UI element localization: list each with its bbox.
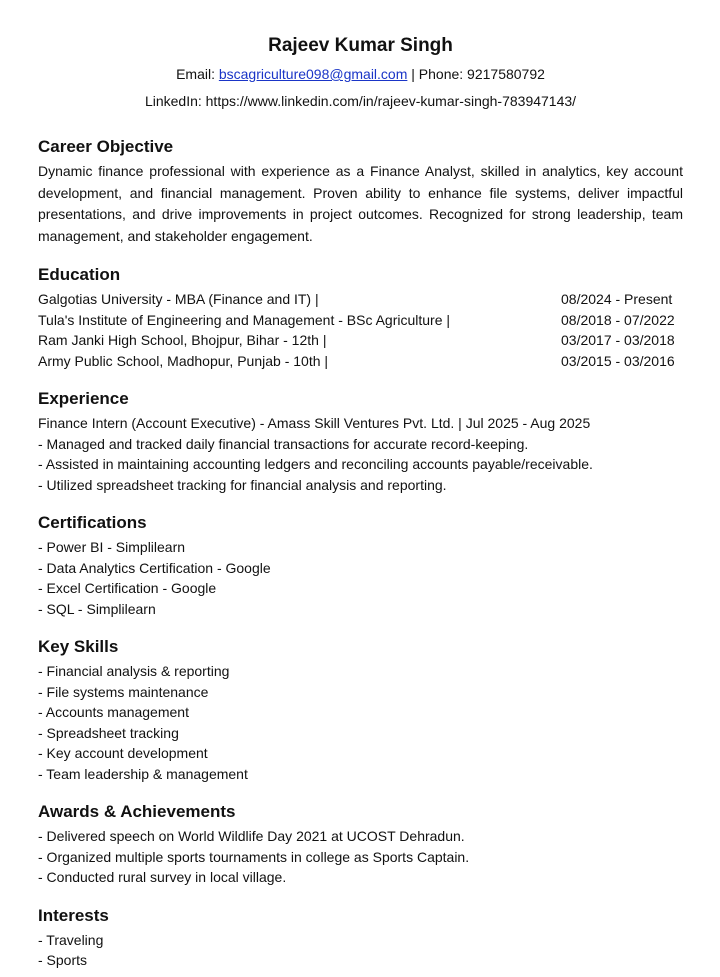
experience-role: Finance Intern (Account Executive) - Amass Skill Ventures Pvt. Ltd. | Jul 2025 - Aug 2025 — [38, 415, 591, 431]
awards-section — [38, 801, 683, 888]
certifications-heading: Certifications — [38, 513, 147, 532]
interest-item: - Traveling — [38, 931, 104, 948]
key-skills-heading: Key Skills — [38, 637, 119, 656]
experience-bullet: - Managed and tracked daily financial transactions for accurate record-keeping. — [38, 435, 529, 452]
certifications-section — [38, 512, 683, 619]
education-dates: 03/2015 - 03/2016 — [561, 352, 675, 369]
skill-item: - Team leadership & management — [38, 765, 248, 782]
interests-section — [38, 905, 683, 971]
education-school: Army Public School, Madhopur, Punjab - 10th | — [38, 352, 329, 369]
education-row — [38, 351, 683, 372]
education-heading: Education — [38, 265, 121, 284]
education-school: Galgotias University - MBA (Finance and IT) | — [38, 291, 319, 307]
linkedin-line: LinkedIn: https://www.linkedin.com/in/rajeev-kumar-singh-783947143/ — [144, 93, 577, 109]
award-item: - Organized multiple sports tournaments in college as Sports Captain. — [38, 848, 470, 865]
career-objective-text: Dynamic finance professional with experience as a Finance Analyst, skilled in analytics, key account development, and financial management. Proven ability to enhance file systems, deliver impactful presentations, and drive improvements in project outcomes. Recognized for strong leadership, team management, and stakeholder engagement. — [38, 163, 683, 244]
skill-item: - File systems maintenance — [38, 683, 209, 700]
education-row — [38, 310, 683, 331]
award-item: - Conducted rural survey in local village. — [38, 869, 287, 885]
skill-item: - Key account development — [38, 745, 208, 761]
email-link[interactable]: bscagriculture098@gmail.com — [218, 66, 408, 82]
certification-item: - Excel Certification - Google — [38, 580, 217, 596]
skill-item: - Financial analysis & reporting — [38, 663, 230, 679]
experience-section — [38, 388, 683, 495]
experience-bullet: - Assisted in maintaining accounting ledgers and reconciling accounts payable/receivable. — [38, 456, 593, 472]
phone-text: | Phone: 9217580792 — [407, 66, 545, 82]
education-row — [38, 289, 683, 310]
candidate-name: Rajeev Kumar Singh — [268, 35, 453, 56]
career-objective-section — [38, 136, 683, 247]
skill-item: - Accounts management — [38, 704, 189, 720]
interests-heading: Interests — [38, 905, 109, 925]
certification-item: - Power BI - Simplilearn — [38, 539, 186, 555]
education-school: Ram Janki High School, Bhojpur, Bihar - 12th | — [38, 332, 327, 348]
skill-item: - Spreadsheet tracking — [38, 724, 179, 741]
education-section — [38, 264, 683, 371]
contact-line — [38, 65, 683, 83]
education-dates: 08/2018 - 07/2022 — [561, 311, 675, 328]
experience-heading: Experience — [38, 389, 129, 408]
awards-heading: Awards & Achievements — [38, 802, 236, 821]
education-row — [38, 330, 683, 351]
certification-item: - SQL - Simplilearn — [38, 600, 156, 617]
experience-bullet: - Utilized spreadsheet tracking for financial analysis and reporting. — [38, 476, 447, 493]
interest-item: - Sports — [38, 952, 88, 968]
education-school: Tula's Institute of Engineering and Management - BSc Agriculture | — [38, 311, 451, 328]
education-dates: 08/2024 - Present — [561, 291, 673, 307]
education-dates: 03/2017 - 03/2018 — [561, 332, 675, 348]
certification-item: - Data Analytics Certification - Google — [38, 559, 271, 576]
email-label: Email: — [176, 66, 219, 82]
award-item: - Delivered speech on World Wildlife Day 2021 at UCOST Dehradun. — [38, 828, 465, 844]
career-objective-heading: Career Objective — [38, 137, 174, 156]
key-skills-section — [38, 636, 683, 784]
